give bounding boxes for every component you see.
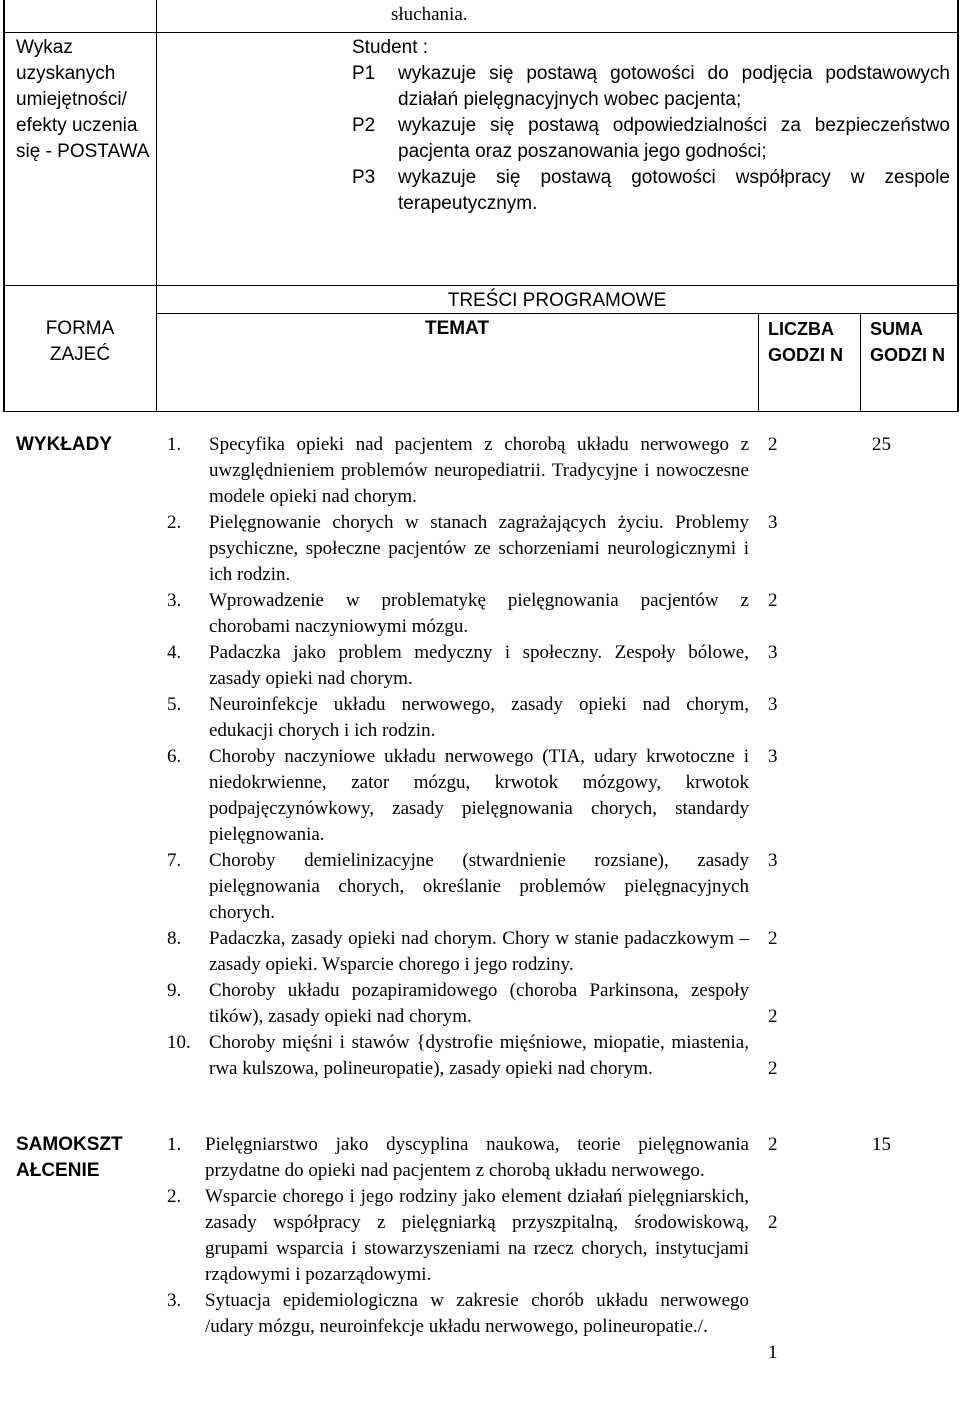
topic-number: 1. <box>167 434 182 455</box>
topic-number: 6. <box>167 746 182 767</box>
wyklady-label: WYKŁADY <box>16 434 113 455</box>
topic-text: Padaczka, zasady opieki nad chorym. Chory w stanie padaczkowym – zasady opieki. Wsparcie chorego i jego rodziny. <box>209 928 749 975</box>
topic-hours: 2 <box>768 928 778 949</box>
topic-number: 1. <box>167 1134 182 1155</box>
wyklady-total: 25 <box>872 434 891 455</box>
topic-item <box>167 1132 749 1184</box>
topic-number: 5. <box>167 694 182 715</box>
table-border-right <box>957 0 959 412</box>
topic-item <box>167 1184 749 1288</box>
column-divider <box>860 313 861 412</box>
student-label: Student : <box>352 37 429 58</box>
topic-text: Neuroinfekcje układu nerwowego, zasady opieki nad chorym, edukacji chorych i ich rodzin. <box>209 694 749 741</box>
topic-hours: 3 <box>768 746 778 767</box>
outcomes-list <box>352 61 950 217</box>
column-divider <box>758 313 759 412</box>
topic-text: Pielęgnowanie chorych w stanach zagrażających życiu. Problemy psychiczne, społeczne pacjentów ze schorzeniami neurologicznymi i ich rodzin. <box>209 512 749 585</box>
liczba-label: LICZBA GODZI N <box>768 319 843 365</box>
topic-number: 8. <box>167 928 182 949</box>
topic-item <box>167 510 749 588</box>
outcome-text: wykazuje się postawą odpowiedzialności za bezpieczeństwo pacjenta oraz poszanowania jego godności; <box>398 115 950 162</box>
topic-hours: 2 <box>768 1058 778 1079</box>
samoksztalcenie-total: 15 <box>872 1134 891 1155</box>
outcome-code: P2 <box>352 115 376 136</box>
topic-number: 7. <box>167 850 182 871</box>
topic-text: Choroby demielinizacyjne (stwardnienie rozsiane), zasady pielęgnowania chorych, określanie problemów pielęgnacyjnych chorych. <box>209 850 749 923</box>
topic-hours: 2 <box>768 434 778 455</box>
topic-number: 4. <box>167 642 182 663</box>
wyklady-topics <box>167 432 749 1082</box>
row-divider <box>3 285 959 286</box>
outcome-code: P3 <box>352 167 376 188</box>
topic-text: Padaczka jako problem medyczny i społeczny. Zespoły bólowe, zasady opieki nad chorym. <box>209 642 749 689</box>
outcome-item <box>352 165 950 217</box>
topic-number: 3. <box>167 1290 182 1311</box>
topic-text: Sytuacja epidemiologiczna w zakresie chorób układu nerwowego /udary mózgu, neuroinfekcje układu nerwowego, polineuropatie./. <box>205 1290 749 1337</box>
temat-label: TEMAT <box>424 318 490 339</box>
topic-number: 3. <box>167 590 182 611</box>
topic-number: 2. <box>167 1186 182 1207</box>
topic-hours: 2 <box>768 1006 778 1027</box>
topic-text: Specyfika opieki nad pacjentem z chorobą układu nerwowego z uwzględnieniem problemów neuropediatrii. Tradycyjne i nowoczesne modele opieki nad chorym. <box>209 434 749 507</box>
topic-hours: 2 <box>768 1212 778 1233</box>
topic-number: 2. <box>167 512 182 533</box>
lead-text: słuchania. <box>391 4 468 25</box>
topic-item <box>167 1288 749 1340</box>
row-divider <box>3 32 959 33</box>
topic-hours: 3 <box>768 642 778 663</box>
topic-text: Wsparcie chorego i jego rodziny jako element działań pielęgniarskich, zasady współpracy z pielęgniarką przyszpitalną, środowiskową, grupami wsparcia i stowarzyszeniami na rzecz chorych, instytucjami rządowymi i pozarządowymi. <box>205 1186 749 1285</box>
topic-text: Choroby układu pozapiramidowego (choroba Parkinsona, zespoły tików), zasady opieki nad chorym. <box>209 980 749 1027</box>
outcome-item <box>352 61 950 113</box>
samoksztalcenie-label: SAMOKSZT AŁCENIE <box>16 1134 123 1181</box>
topic-item <box>167 692 749 744</box>
topic-item <box>167 926 749 978</box>
outcome-text: wykazuje się postawą gotowości współpracy w zespole terapeutycznym. <box>398 167 950 214</box>
topic-hours: 2 <box>768 590 778 611</box>
topic-item <box>167 848 749 926</box>
topic-number: 10. <box>167 1032 191 1053</box>
program-title: TREŚCI PROGRAMOWE <box>447 290 667 311</box>
topic-item <box>167 640 749 692</box>
topic-hours: 1 <box>768 1342 778 1363</box>
topic-item <box>167 588 749 640</box>
topic-text: Pielęgniarstwo jako dyscyplina naukowa, teorie pielęgnowania przydatne do opieki nad pacjentem z chorobą układu nerwowego. <box>205 1134 749 1181</box>
column-divider <box>156 0 157 412</box>
topic-number: 9. <box>167 980 182 1001</box>
row-divider <box>3 411 959 412</box>
topic-hours: 3 <box>768 694 778 715</box>
learning-outcomes-label: Wykaz uzyskanych umiejętności/ efekty uczenia się - POSTAWA <box>16 37 150 162</box>
topic-item <box>167 432 749 510</box>
topic-item <box>167 978 749 1030</box>
topic-text: Choroby naczyniowe układu nerwowego (TIA, udary krwotoczne i niedokrwienne, zator mózgu, krwotok mózgowy, krwotok podpajęczynówkowy, zasady pielęgnowania chorych, standardy pielęgnowania. <box>209 746 749 845</box>
forma-label: FORMA ZAJEĆ <box>45 318 115 365</box>
topic-text: Choroby mięśni i stawów {dystrofie mięśniowe, miopatie, miastenia, rwa kulszowa, polineuropatie), zasady opieki nad chorym. <box>209 1032 749 1079</box>
suma-label: SUMA GODZI N <box>870 319 945 365</box>
topic-hours: 2 <box>768 1134 778 1155</box>
topic-item <box>167 1030 749 1082</box>
topic-hours: 3 <box>768 850 778 871</box>
outcome-code: P1 <box>352 63 376 84</box>
outcome-text: wykazuje się postawą gotowości do podjęcia podstawowych działań pielęgnacyjnych wobec pacjenta; <box>398 63 950 110</box>
topic-item <box>167 744 749 848</box>
outcome-item <box>352 113 950 165</box>
samoksztalcenie-topics <box>167 1132 749 1340</box>
topic-hours: 3 <box>768 512 778 533</box>
table-border-left <box>3 0 5 412</box>
topic-text: Wprowadzenie w problematykę pielęgnowania pacjentów z chorobami naczyniowymi mózgu. <box>209 590 749 637</box>
